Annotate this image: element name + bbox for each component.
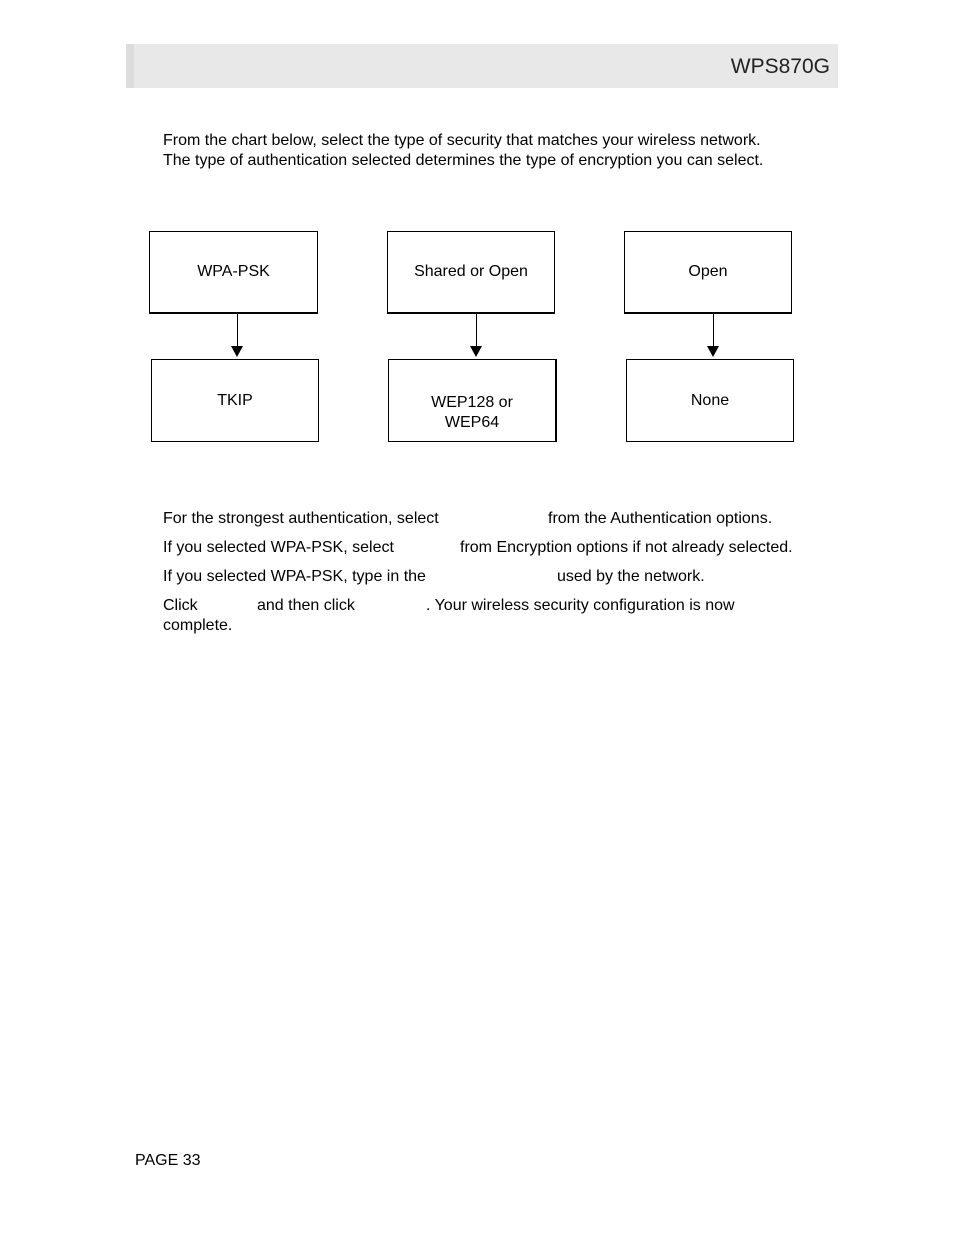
connector-line-3	[713, 314, 714, 347]
step-4-text-a: Click	[163, 597, 198, 614]
encryption-label-tkip: TKIP	[217, 391, 253, 409]
step-1-text-b: from the Authentication options.	[548, 510, 773, 527]
model-name: WPS870G	[730, 55, 830, 78]
step-3-text-a: If you selected WPA-PSK, type in the	[163, 568, 426, 585]
auth-box-wpa-psk	[149, 231, 318, 314]
connector-line-1	[237, 314, 238, 347]
encryption-box-wep	[388, 359, 557, 442]
arrow-down-icon	[231, 346, 243, 357]
auth-label-open: Open	[688, 263, 728, 280]
arrow-down-icon	[707, 346, 719, 357]
encryption-label-wep: WEP128 or WEP64	[431, 394, 513, 431]
step-1-text-a: For the strongest authentication, select	[163, 510, 439, 527]
header-edge	[126, 44, 134, 88]
step-2-text-a: If you selected WPA-PSK, select	[163, 539, 394, 556]
auth-label-shared-open: Shared or Open	[414, 263, 528, 280]
page-number: PAGE 33	[135, 1152, 201, 1169]
arrow-down-icon	[470, 346, 482, 357]
encryption-box-tkip	[151, 359, 319, 442]
step-4-text-b: and then click	[257, 597, 355, 614]
intro-text	[163, 131, 843, 171]
page-header	[126, 44, 838, 88]
encryption-box-none	[626, 359, 794, 442]
step-2-text-b: from Encryption options if not already selected.	[460, 539, 793, 556]
step-4-text-d: complete.	[163, 617, 233, 634]
auth-label-wpa-psk: WPA-PSK	[197, 263, 270, 280]
auth-box-open	[624, 231, 792, 314]
step-3-text-b: used by the network.	[557, 568, 705, 585]
encryption-label-none: None	[690, 391, 730, 409]
intro-line-1: From the chart below, select the type of security that matches your wireless network.	[163, 132, 761, 149]
connector-line-2	[476, 314, 477, 347]
auth-box-shared-open	[387, 231, 555, 314]
step-4-text-c: . Your wireless security configuration is now	[426, 597, 735, 614]
intro-line-2: The type of authentication selected determines the type of encryption you can select.	[163, 152, 764, 169]
